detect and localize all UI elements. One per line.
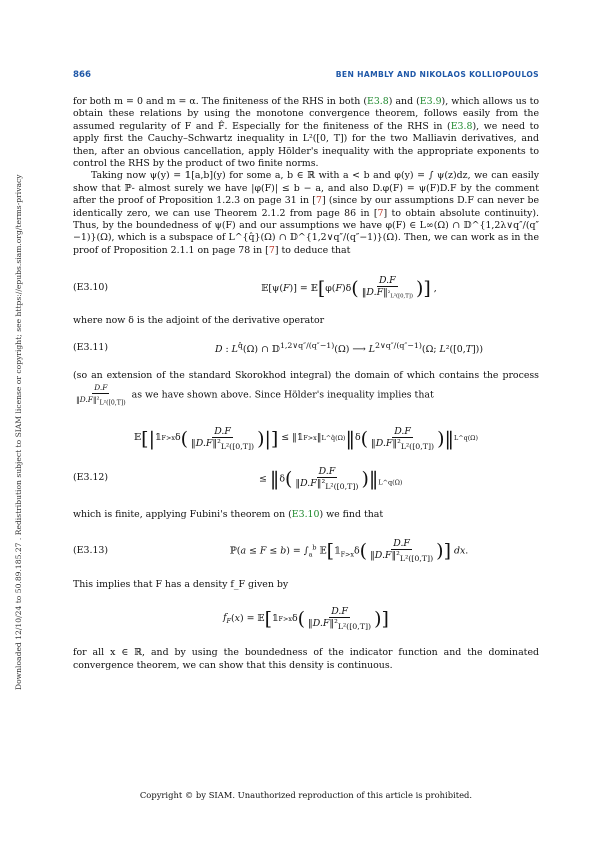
- equation-label: (E3.11): [73, 342, 109, 354]
- equation-body: ℙ(a ≤ $F \le b) = \int_a^b$ $𝔼[𝟙_{F>x}\delta$( $\frac{D.F}{‖D.F‖^2_{L^2([0,T])}}$ )] dx.: [229, 538, 469, 563]
- equation-e3-13: [73, 531, 539, 571]
- equation-line-2: (E3.12) ≤ ‖δ( $\frac{D.F}{‖D.F‖^2_{L^2([0,T])}}$ )$‖_{L\^{}q(\Omega)}$: [73, 465, 403, 491]
- equation-body: 𝔼[ψ(F)] = 𝔼[φ(F)δ( $\frac{D.F}{‖D.F‖^2_{L^2([0,T])}}$ )] ,: [261, 274, 437, 300]
- equation-e3-12: [73, 419, 539, 505]
- paragraph-3: where now δ is the adjoint of the derivative operator: [73, 315, 325, 327]
- equation-ref-link[interactable]: E3.8: [366, 96, 389, 107]
- paragraph-5: which is finite, applying Fubini's theorem on (E3.10) we find that: [73, 508, 384, 520]
- page-header: [73, 70, 539, 82]
- citation-link[interactable]: 7: [315, 195, 322, 207]
- equation-ref-link[interactable]: E3.10: [291, 508, 320, 520]
- download-sidebar: [0, 0, 23, 842]
- equation-label: (E3.13): [73, 544, 109, 556]
- citation-link[interactable]: 7: [377, 207, 384, 219]
- equation-body: D : $L^{q̂}(\Omega)$ ∩ 𝔻$^{1,2\vee q''/(q''-1)}$(Ω) ⟶ $L^{2\vee q''/(q''-1)}(\Omega$; L²([0,T])): [215, 341, 483, 356]
- citation-link[interactable]: 7: [268, 244, 275, 256]
- download-notice: Downloaded 12/10/24 to 50.89.185.27 . Redistribution subject to SIAM license or copyright; see https://epubs.siam.org/terms-privacy: [14, 174, 23, 690]
- copyright-footer: Copyright © by SIAM. Unauthorized reproduction of this article is prohibited.: [139, 790, 473, 800]
- article-body: [73, 96, 539, 672]
- equation-line-1: 𝔼 [ | 𝟙 F>x δ ( $\frac{D.F}{‖D.F‖^2_{L^2([0,T])}}$ ) | ] ≤ ‖𝟙 F>x ‖ L^q̂(Ω) ‖ δ ( $\frac{D.F}{‖D.F‖^2_{L^2([0,T])}}$ ) ‖ L^q(Ω): [134, 425, 478, 451]
- equation-e3-11: [73, 340, 539, 358]
- paragraph-2: Taking now ψ(y) = 𝟙[a,b](y) for some a, b ∈ ℝ with a < b and φ(y) = ∫ ψ(z)dz, we can easily show that ℙ- almost surely we have |φ(F)| ≤ b − a, and also D.φ(F) = ψ(F)D.F by the comment after the proof of Proposition 1.2.3 on page 31 in [7] (since by our assumptions D.F can never be identically zero, we can use Theorem 2.1.2 from page 86 in [7] to obtain absolute continuity). Thus, by the boundedness of ψ(F) and our assumptions we have φ(F) ∈ L∞(Ω) ∩ 𝔻^{1,2λ∨q″/(q″−1)}(Ω), which is a subspace of L^{q̂}(Ω) ∩ 𝔻^{1,2∨q″/(q″−1)}(Ω). Then, we can work as in the proof of Proposition 2.1.1 on page 78 in [7] to deduce that: [73, 170, 539, 256]
- running-authors: BEN HAMBLY AND NIKOLAOS KOLLIOPOULOS: [335, 70, 539, 79]
- equation-label: (E3.10): [73, 282, 109, 294]
- density-equation: $f_F$ ( x ) = 𝔼 [ 𝟙 F>x δ ( $\frac{D.F}{‖D.F‖^2_{L^2([0,T])}}$ ) ]: [223, 606, 389, 632]
- page-number: 866: [73, 70, 91, 80]
- equation-ref-link[interactable]: E3.9: [419, 96, 442, 107]
- paragraph-4: (so an extension of the standard Skorokhod integral) the domain of which contains the process $\frac{D.F}{‖D.F‖^2_{L^2([0,T])}}$ as we have shown above. Since Hölder's inequality implies that: [73, 369, 539, 407]
- paragraph-1: for both m = 0 and m = α. The finiteness of the RHS in both (E3.8) and (E3.9), which allows us to obtain these relations by using the monotone convergence theorem, follows easily from the assumed regularity of F and F̂. Especially for the finiteness of the RHS in (E3.8), we need to apply first the Cauchy–Schwartz inequality in L²([0, T]) for the two Malliavin derivatives, and then, after an obvious cancellation, apply Hölder's inequality with the appropriate exponents to control the RHS by the product of two finite norms.: [73, 96, 540, 170]
- paragraph-6: This implies that F has a density f_F given by: [73, 578, 289, 590]
- equation-e3-10: [73, 271, 539, 305]
- equation-ref-link[interactable]: E3.8: [450, 120, 473, 132]
- equation-label: (E3.12): [73, 472, 109, 484]
- paragraph-7: for all x ∈ ℝ, and by using the boundedness of the indicator function and the dominated convergence theorem, we can show that this density is continuous.: [73, 647, 539, 671]
